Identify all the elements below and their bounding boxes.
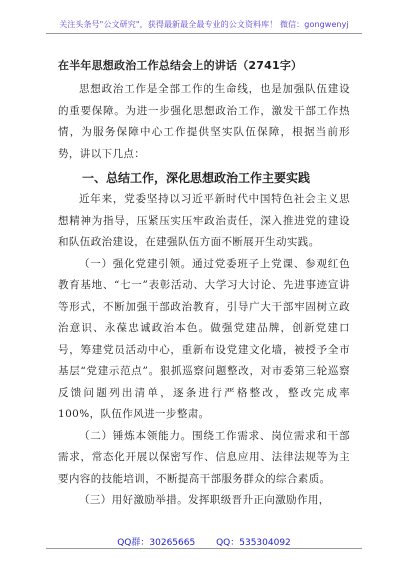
footer-qq-group: QQ群：30265665 xyxy=(117,538,196,548)
section-heading: 一、总结工作，深化思想政治工作主要实践 xyxy=(82,171,311,185)
header-promo: 关注头条号"公文研究"，获得最新最全最专业的公文资料库！ 微信：gongwenyj xyxy=(59,20,349,29)
body-paragraph: 近年来，党委坚持以习近平新时代中国特色社会主义思想精神为指导，压紧压实压牢政治责任，深入推进党的建设和队伍政治建设，在建强队伍方面不断展开生动实践。 xyxy=(58,193,350,248)
header-divider xyxy=(46,33,362,34)
body-paragraph: （一）强化党建引领。通过党委班子上党课、参观红色教育基地、“七一”表彰活动、大学习大讨论、先进事迹宣讲等形式，不断加强干部政治教育，引导广大干部牢固树立政治意识、永葆忠诚政治本色。做强党建品牌，创新党建口号，筹建党员活动中心，重新布设党建文化墙，被授予全市基层“党建示范点”。狠抓巡察问题整改，对市委第三轮巡察反馈问题列出清单，逐条进行严格整改，整改完成率100%，队伍作风进一步整肃。 xyxy=(58,257,350,420)
body-paragraph: （二）锤炼本领能力。围绕工作需求、岗位需求和干部需求，常态化开展以保密写作、信息应用、法律法规等为主要内容的技能培训，不断提高干部服务群众的综合素质。 xyxy=(58,429,350,485)
footer-qq: QQ：535304092 xyxy=(216,538,291,548)
document-title: 在半年思想政治工作总结会上的讲话（2741字） xyxy=(58,59,303,72)
footer-contacts xyxy=(0,535,408,548)
footer-divider xyxy=(46,548,362,549)
body-paragraph: （三）用好激励举措。发挥职级晋升正向激励作用， xyxy=(79,494,330,506)
intro-paragraph: 思想政治工作是全部工作的生命线，也是加强队伍建设的重要保障。为进一步强化思想政治工作，激发干部工作热情，为服务保障中心工作提供坚实队伍保障，根据当前形势，讲以下几点： xyxy=(58,83,350,160)
document-body xyxy=(58,58,350,512)
